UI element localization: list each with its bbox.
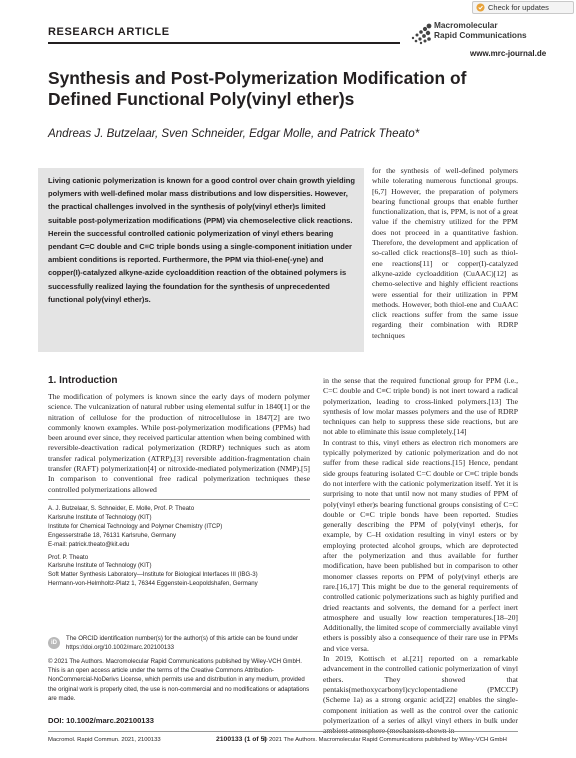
body-text-column2-bottom: in the sense that the required functional group for PPM (i.e., C=C double and C≡C triple bond) is not inert toward a radical polymerization, leading to cross-linked polymers.[13] The synthesis of low molar masses polymers and the use of RDRP techniques can help to suppress these side reactions, but are not able to eliminate this issue completely.[14] In contrast to this, vinyl ethers as electron rich monomers are typically polymerized by cationic polymerization and do not suffer from these radical side reactions.[15] Hence, pendant side groups featuring isolated C=C double or C≡C triple bonds do not interfere with the cationic polymerization itself. Yet it is surprising to note that until now not many studies of PPM of poly(vinyl ether)s bearing functional groups consisting of C=C double or C≡C triple bonds have been reported. Studies generally describing the PPM of poly(vinyl ether)s, for example, by C–H oxidation resulting in vinyl esters or by employing protected alcohol groups, which are deprotected after the polymerization and thus available for further modification, have been published but in comparison to other monomer classes reports on PPM of poly(vinyl ether)s are rare.[16,17] This might be due to the general requirements of controlled cationic polymerizations such as highly purified and dried reactants and solvents, the demand for a perfect inert atmosphere and usually low reaction temperatures.[18–20] Additionally, the limited scope of commercially available vinyl ethers is possibly also a consequence of their rare use in PPMs and vice versa. In 2019, Kottisch et al.[21] reported on a remarkable advancement in the controlled cationic polymerization of vinyl ethers. They showed that pentakis(methoxycarbonyl)cyclopentadiene (PMCCP) (Scheme 1a) as a strong organic acid[22] enables the single-component initiation as well as the control over the cationic polymerization of a series of alkyl vinyl ethers in bulk under	[323, 376, 518, 725]
footer-page-number: 2100133 (1 of 5)	[216, 736, 267, 743]
doi-label[interactable]: DOI: 10.1002/marc.202100133	[48, 716, 154, 725]
section-label: RESEARCH ARTICLE	[48, 26, 170, 38]
abstract-text: Living cationic polymerization is known for a good control over chain growth yielding polymers with well-defined molar mass distributions and low dispersities. However, the practical challenges involved in the synthesis of poly(vinyl ether)s limited suitable post-polymerization modifications (PPM) via chemoselective click reactions. Herein the successful controlled cationic polymerization of vinyl ethers bearing pendant C=C double and C≡C triple bonds using a single-component initiation under ambient conditions is reported. Furthermore, the PPM via thiol-ene(-yne) and copper(I)-catalyzed alkyne-azide cycloaddition reaction of the obtained polymers is successfully realized laying the foundation for the synthesis of unprecedented functional poly(vinyl ether)s.	[48, 176, 355, 304]
affiliation-rule	[48, 499, 310, 500]
author-email-link[interactable]: E-mail: patrick.theato@kit.edu	[48, 540, 130, 548]
footer-journal: Macromol. Rapid Commun. 2021, 2100133	[48, 737, 161, 743]
header-rule	[48, 42, 400, 44]
author-list: Andreas J. Butzelaar, Sven Schneider, Edgar Molle, and Patrick Theato*	[48, 127, 420, 140]
updates-badge-label: Check for updates	[488, 3, 549, 12]
orcid-icon: iD	[48, 637, 60, 649]
orcid-link[interactable]: The ORCID identification number(s) for the author(s) of this article can be found under https://doi.org/10.1002/marc.202100133	[66, 635, 299, 651]
footer-copyright: © 2021 The Authors. Macromolecular Rapid Communications published by Wiley-VCH GmbH	[263, 737, 507, 743]
journal-name: Macromolecular Rapid Communications	[434, 20, 527, 40]
updates-icon	[476, 3, 485, 12]
check-for-updates-badge[interactable]	[472, 1, 574, 14]
footer-rule	[48, 731, 518, 732]
section-heading-introduction: 1. Introduction	[48, 375, 118, 386]
body-text-column1: The modification of polymers is known since the early days of modern polymer science. The vulcanization of natural rubber using elemental sulfur in 1840[1] or the nitration of cellulose for the production of nitrocellulose in 1847[2] are two commonly known examples. While post-polymerization modifications (PPMs) had been around ever since, they received particular attention when being combined with reversible-deactivation radical polymerization (RDRP) techniques such as atom transfer radical polymerization (ATRP),[3] reversible addition-fragmentation chain transfer (RAFT) polymerization[4] or nitroxide-mediated polymerization (NMP).[5] In comparison to conventional free radical polymerization techniques these controlled polymerizations allowed	[48, 392, 310, 494]
body-text-column2-top: for the synthesis of well-defined polymers while tolerating numerous functional groups.[6,7] However, the preparation of polymers bearing functional groups that enable further functionalization, that is, PPM, is not of a great value if the chemistry utilized for the PPM does not proceed in a quantitative fashion. Therefore, the development and application of so-called click reactions[8–10] such as thiol-ene reactions[11] or copper(I)-catalyzed alkyne-azide cycloaddition (CuAAC)[12] as chemo-selective and highly efficient reactions were essential for their utilization in PPM methods. However, both thiol-ene and CuAAC click reactions suffer from the same issue regarding their combination with RDRP techniques	[372, 166, 518, 340]
license-text: © 2021 The Authors. Macromolecular Rapid Communications published by Wiley-VCH GmbH. This is an open access article under the terms of the Creative Commons Attribution-NonCommercial-NoDerivs License, which permits use and distribution in any medium, provided the original work is properly cited, the use is non-commercial and no modifications or adaptations are made.	[48, 658, 310, 702]
journal-website-link[interactable]: www.mrc-journal.de	[470, 49, 547, 58]
article-title: Synthesis and Post-Polymerization Modification of Defined Functional Poly(vinyl ether)s	[48, 68, 467, 109]
affiliations: A. J. Butzelaar, S. Schneider, E. Molle, Prof. P. Theato Karlsruhe Institute of Technology (KIT) Institute for Chemical Technology and Polymer Chemistry (ITCP) Engesserstraße 18, 76131 Karlsruhe, Germany E-mail: patrick.theato@kit.edu Prof. P. Theato Karlsruhe Institute of Technology (KIT) Soft Matter Synthesis Laboratory—Institute for Biological Interfaces III (IBG-3) Hermann-von-Helmholtz-Platz 1, 76344 Eggenstein-Leopoldshafen, Germany	[48, 505, 310, 589]
